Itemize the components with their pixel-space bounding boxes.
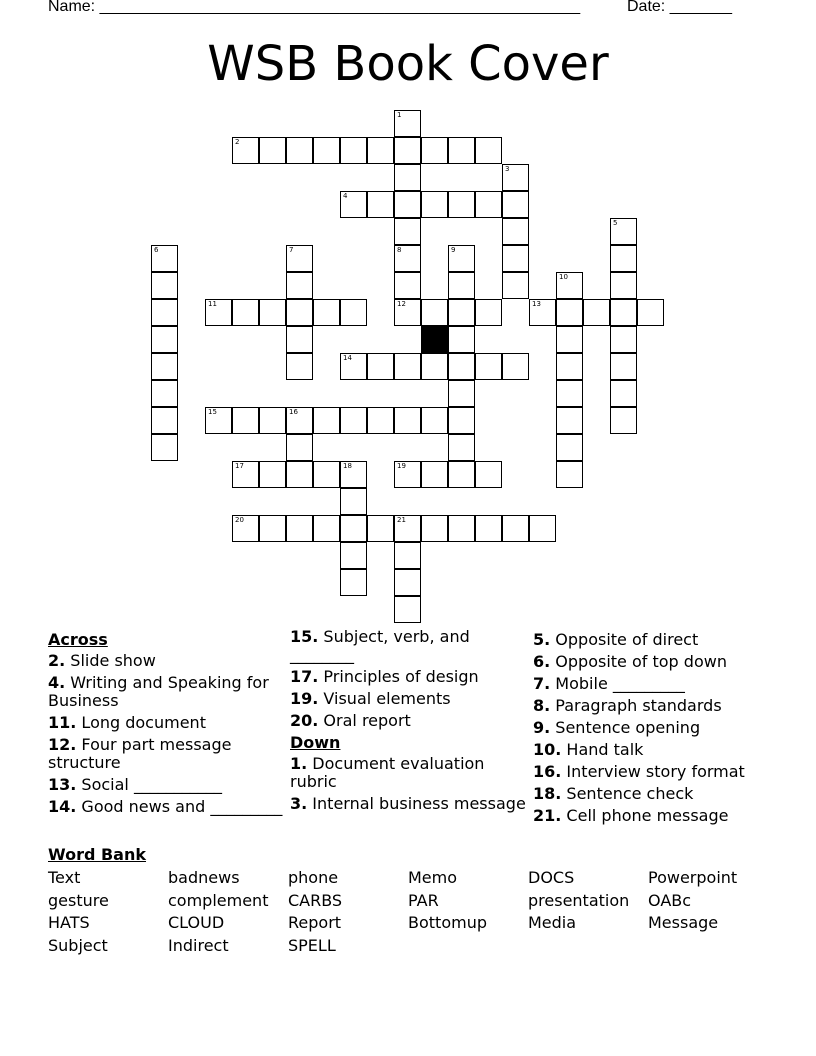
- clue-down-5: 5. Opposite of direct: [533, 630, 699, 649]
- grid-cell[interactable]: [151, 299, 178, 326]
- clue-column-1: [48, 628, 288, 820]
- grid-cell[interactable]: [286, 245, 313, 272]
- grid-cell[interactable]: [151, 407, 178, 434]
- grid-cell[interactable]: [286, 515, 313, 542]
- cell-number: 11: [208, 300, 217, 308]
- cell-number: 9: [451, 246, 456, 254]
- cell-number: 14: [343, 354, 352, 362]
- grid-cell[interactable]: [556, 434, 583, 461]
- grid-cell[interactable]: [502, 272, 529, 299]
- clue-down-16: 16. Interview story format: [533, 762, 745, 781]
- word-bank-item: PAR: [408, 891, 439, 910]
- grid-cell[interactable]: [610, 245, 637, 272]
- grid-cell[interactable]: [151, 272, 178, 299]
- clue-down-7: 7. Mobile _________: [533, 674, 685, 693]
- grid-cell[interactable]: [151, 434, 178, 461]
- grid-cell[interactable]: [340, 461, 367, 488]
- word-bank-item: phone: [288, 868, 339, 887]
- grid-cell[interactable]: [394, 353, 421, 380]
- cell-number: 16: [289, 408, 298, 416]
- word-bank-item: CARBS: [288, 891, 343, 910]
- grid-cell[interactable]: [448, 407, 475, 434]
- word-bank-item: OABc: [648, 891, 692, 910]
- grid-cell[interactable]: [394, 272, 421, 299]
- grid-cell[interactable]: [232, 515, 259, 542]
- cell-number: 12: [397, 300, 406, 308]
- grid-cell[interactable]: [286, 407, 313, 434]
- grid-cell[interactable]: [421, 353, 448, 380]
- grid-cell[interactable]: [286, 326, 313, 353]
- word-bank-item: Message: [648, 913, 719, 932]
- grid-cell[interactable]: [394, 515, 421, 542]
- grid-cell[interactable]: [205, 299, 232, 326]
- clue-down-9: 9. Sentence opening: [533, 718, 701, 737]
- clue-down-3: 3. Internal business message: [290, 794, 526, 813]
- clue-down-21: 21. Cell phone message: [533, 806, 729, 825]
- grid-cell[interactable]: [286, 461, 313, 488]
- cell-number: 1: [397, 111, 402, 119]
- grid-cell[interactable]: [448, 326, 475, 353]
- cell-number: 8: [397, 246, 402, 254]
- grid-cell[interactable]: [259, 461, 286, 488]
- grid-cell[interactable]: [313, 461, 340, 488]
- word-bank-item: Indirect: [168, 936, 229, 955]
- cell-number: 10: [559, 273, 568, 281]
- grid-cell[interactable]: [556, 326, 583, 353]
- grid-cell[interactable]: [610, 380, 637, 407]
- grid-cell[interactable]: [286, 272, 313, 299]
- grid-cell[interactable]: [556, 380, 583, 407]
- cell-number: 6: [154, 246, 159, 254]
- grid-cell[interactable]: [556, 272, 583, 299]
- grid-cell[interactable]: [394, 596, 421, 623]
- grid-cell[interactable]: [232, 137, 259, 164]
- grid-cell[interactable]: [448, 299, 475, 326]
- cell-number: 19: [397, 462, 406, 470]
- grid-cell[interactable]: [475, 299, 502, 326]
- grid-cell[interactable]: [448, 245, 475, 272]
- grid-cell[interactable]: [394, 569, 421, 596]
- grid-cell[interactable]: [421, 137, 448, 164]
- grid-cell[interactable]: [610, 353, 637, 380]
- grid-cell[interactable]: [448, 353, 475, 380]
- grid-cell[interactable]: [502, 191, 529, 218]
- grid-cell[interactable]: [151, 380, 178, 407]
- grid-cell[interactable]: [448, 191, 475, 218]
- cell-number: 13: [532, 300, 541, 308]
- grid-cell[interactable]: [286, 434, 313, 461]
- grid-cell[interactable]: [610, 218, 637, 245]
- black-cell: [421, 326, 448, 353]
- clue-across-12: 12. Four part message structure: [48, 735, 232, 772]
- grid-cell[interactable]: [448, 515, 475, 542]
- grid-cell[interactable]: [610, 407, 637, 434]
- grid-cell[interactable]: [151, 245, 178, 272]
- clue-across-2: 2. Slide show: [48, 651, 156, 670]
- grid-cell[interactable]: [394, 137, 421, 164]
- grid-cell[interactable]: [367, 191, 394, 218]
- grid-cell[interactable]: [232, 407, 259, 434]
- word-bank-item: Report: [288, 913, 342, 932]
- grid-cell[interactable]: [448, 434, 475, 461]
- grid-cell[interactable]: [394, 110, 421, 137]
- cell-number: 17: [235, 462, 244, 470]
- clue-across-11: 11. Long document: [48, 713, 206, 732]
- grid-cell[interactable]: [394, 218, 421, 245]
- grid-cell[interactable]: [421, 191, 448, 218]
- across-heading: Across: [48, 630, 108, 649]
- word-bank-item: presentation: [528, 891, 630, 910]
- grid-cell[interactable]: [610, 299, 637, 326]
- grid-cell[interactable]: [313, 137, 340, 164]
- grid-cell[interactable]: [151, 326, 178, 353]
- grid-cell[interactable]: [394, 542, 421, 569]
- grid-cell[interactable]: [259, 137, 286, 164]
- grid-cell[interactable]: [286, 137, 313, 164]
- clue-column-3: [533, 628, 773, 829]
- grid-cell[interactable]: [340, 407, 367, 434]
- clue-across-17: 17. Principles of design: [290, 667, 479, 686]
- grid-cell[interactable]: [151, 353, 178, 380]
- grid-cell[interactable]: [421, 407, 448, 434]
- clue-down-10: 10. Hand talk: [533, 740, 644, 759]
- grid-cell[interactable]: [313, 299, 340, 326]
- grid-cell[interactable]: [394, 299, 421, 326]
- grid-cell[interactable]: [367, 407, 394, 434]
- cell-number: 5: [613, 219, 618, 227]
- word-bank-item: HATS: [48, 913, 90, 932]
- grid-cell[interactable]: [313, 515, 340, 542]
- clue-across-20: 20. Oral report: [290, 711, 411, 730]
- grid-cell[interactable]: [340, 569, 367, 596]
- grid-cell[interactable]: [475, 137, 502, 164]
- clue-across-14: 14. Good news and _________: [48, 797, 283, 816]
- grid-cell[interactable]: [448, 461, 475, 488]
- word-bank-item: gesture: [48, 891, 109, 910]
- grid-cell[interactable]: [340, 137, 367, 164]
- grid-cell[interactable]: [340, 488, 367, 515]
- cell-number: 2: [235, 138, 240, 146]
- cell-number: 20: [235, 516, 244, 524]
- grid-cell[interactable]: [232, 299, 259, 326]
- cell-number: 21: [397, 516, 406, 524]
- grid-cell[interactable]: [448, 137, 475, 164]
- grid-cell[interactable]: [502, 218, 529, 245]
- grid-cell[interactable]: [259, 299, 286, 326]
- grid-cell[interactable]: [232, 461, 259, 488]
- grid-cell[interactable]: [475, 353, 502, 380]
- down-heading: Down: [290, 733, 341, 752]
- grid-cell[interactable]: [340, 353, 367, 380]
- cell-number: 7: [289, 246, 294, 254]
- word-bank-item: Powerpoint: [648, 868, 738, 887]
- word-bank-item: DOCS: [528, 868, 575, 887]
- grid-cell[interactable]: [502, 353, 529, 380]
- word-bank-item: Bottomup: [408, 913, 487, 932]
- clue-down-6: 6. Opposite of top down: [533, 652, 727, 671]
- grid-cell[interactable]: [448, 272, 475, 299]
- grid-cell[interactable]: [556, 461, 583, 488]
- grid-cell[interactable]: [394, 407, 421, 434]
- word-bank-item: Subject: [48, 936, 108, 955]
- grid-cell[interactable]: [340, 515, 367, 542]
- clue-down-1: 1. Document evaluation rubric: [290, 754, 485, 791]
- grid-cell[interactable]: [475, 461, 502, 488]
- grid-cell[interactable]: [205, 407, 232, 434]
- grid-cell[interactable]: [529, 515, 556, 542]
- clue-across-13: 13. Social ___________: [48, 775, 222, 794]
- clue-across-4: 4. Writing and Speaking for Business: [48, 673, 269, 710]
- grid-cell[interactable]: [556, 299, 583, 326]
- grid-cell[interactable]: [448, 380, 475, 407]
- grid-cell[interactable]: [529, 299, 556, 326]
- grid-cell[interactable]: [286, 353, 313, 380]
- grid-cell[interactable]: [556, 407, 583, 434]
- grid-cell[interactable]: [394, 164, 421, 191]
- clue-across-15: 15. Subject, verb, and ________: [290, 627, 470, 664]
- grid-cell[interactable]: [340, 542, 367, 569]
- clue-across-19: 19. Visual elements: [290, 689, 451, 708]
- grid-cell[interactable]: [394, 245, 421, 272]
- grid-cell[interactable]: [367, 353, 394, 380]
- grid-cell[interactable]: [583, 299, 610, 326]
- grid-cell[interactable]: [502, 245, 529, 272]
- grid-cell[interactable]: [259, 515, 286, 542]
- grid-cell[interactable]: [421, 461, 448, 488]
- grid-cell[interactable]: [637, 299, 664, 326]
- grid-cell[interactable]: [502, 515, 529, 542]
- grid-cell[interactable]: [610, 326, 637, 353]
- puzzle-title: WSB Book Cover: [207, 36, 609, 92]
- grid-cell[interactable]: [421, 515, 448, 542]
- grid-cell[interactable]: [475, 515, 502, 542]
- cell-number: 3: [505, 165, 510, 173]
- grid-cell[interactable]: [394, 191, 421, 218]
- grid-cell[interactable]: [421, 299, 448, 326]
- word-bank-item: Memo: [408, 868, 458, 887]
- word-bank-item: Text: [48, 868, 81, 887]
- word-bank-item: SPELL: [288, 936, 336, 955]
- grid-cell[interactable]: [502, 164, 529, 191]
- word-bank-item: badnews: [168, 868, 240, 887]
- name-label: Name: ______________________________________________________: [48, 0, 581, 15]
- cell-number: 15: [208, 408, 217, 416]
- grid-cell[interactable]: [367, 515, 394, 542]
- cell-number: 4: [343, 192, 348, 200]
- clue-down-18: 18. Sentence check: [533, 784, 694, 803]
- word-bank-item: Media: [528, 913, 577, 932]
- grid-cell[interactable]: [475, 191, 502, 218]
- clue-down-8: 8. Paragraph standards: [533, 696, 722, 715]
- date-label: Date: _______: [627, 0, 732, 15]
- grid-cell[interactable]: [259, 407, 286, 434]
- grid-cell[interactable]: [367, 137, 394, 164]
- grid-cell[interactable]: [610, 272, 637, 299]
- grid-cell[interactable]: [394, 461, 421, 488]
- grid-cell[interactable]: [340, 299, 367, 326]
- clue-column-2: [290, 628, 530, 817]
- grid-cell[interactable]: [313, 407, 340, 434]
- word-bank-item: complement: [168, 891, 269, 910]
- word-bank-item: CLOUD: [168, 913, 225, 932]
- grid-cell[interactable]: [556, 353, 583, 380]
- grid-cell[interactable]: [340, 191, 367, 218]
- word-bank-title: Word Bank: [48, 845, 147, 864]
- grid-cell[interactable]: [286, 299, 313, 326]
- cell-number: 18: [343, 462, 352, 470]
